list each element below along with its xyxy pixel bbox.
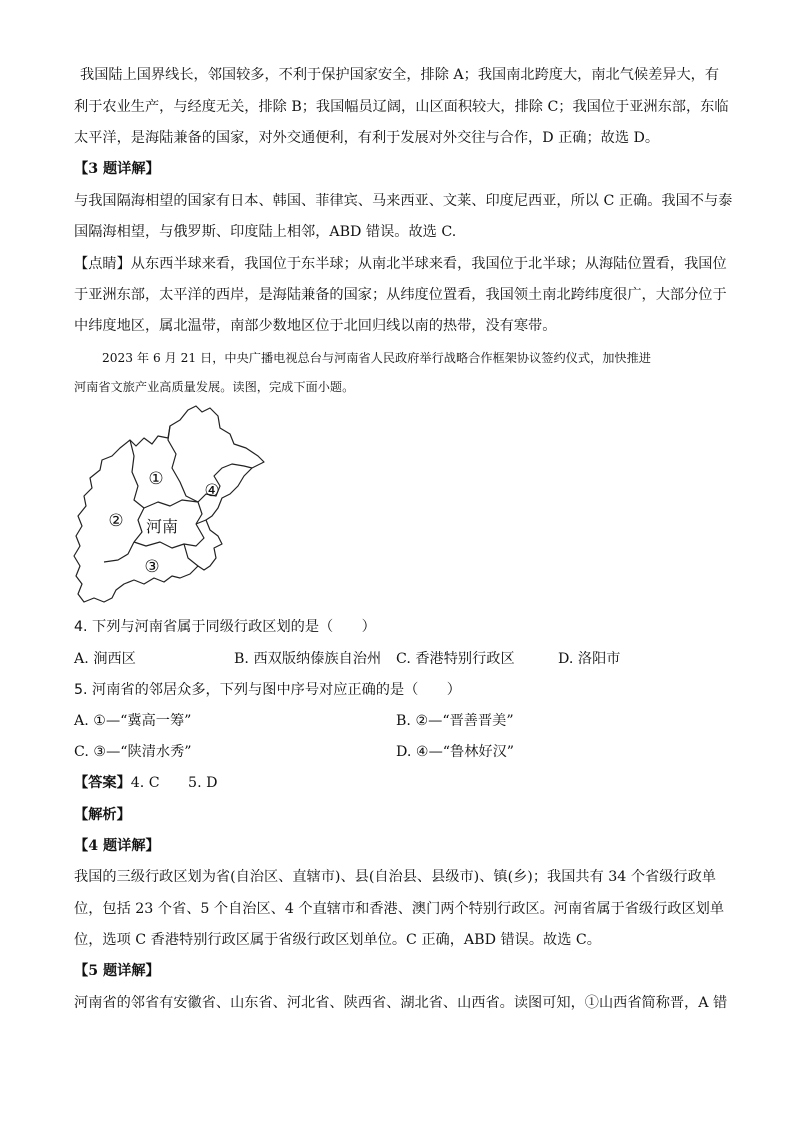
paragraph-line: 国隔海相望，与俄罗斯、印度陆上相邻，ABD 错误。故选 C. — [74, 224, 457, 240]
section-heading-q3: 【3 题详解】 — [74, 161, 160, 177]
section-heading-q4: 【4 题详解】 — [74, 838, 160, 854]
paragraph-line: 我国陆上国界线长，邻国较多，不利于保护国家安全，排除 A；我国南北跨度大，南北气候差异大，有 — [80, 67, 720, 83]
q5-option-d: D. ④—“鲁林好汉” — [396, 744, 515, 760]
detail-4-line: 位，选项 C 香港特别行政区属于省级行政区划单位。C 正确，ABD 错误。故选 C。 — [74, 932, 601, 948]
q4-option-d: D. 洛阳市 — [558, 651, 621, 667]
region-label-4: ④ — [204, 481, 220, 501]
q4-option-c: C. 香港特别行政区 — [396, 651, 515, 667]
boundary-south — [184, 544, 198, 566]
q5-option-a: A. ①—“冀高一筹” — [74, 713, 192, 729]
question-4-stem: 4. 下列与河南省属于同级行政区划的是（ ） — [74, 619, 376, 635]
region-label-2: ② — [108, 511, 124, 531]
answer-line — [74, 768, 724, 799]
tip-line: 于亚洲东部，太平洋的西岸，是海陆兼备的国家；从纬度位置看，我国领土南北跨纬度很广，大部分位于 — [74, 287, 727, 303]
detail-4-line: 我国的三级行政区划为省(自治区、直辖市)、县(自治县、县级市)、镇(乡)；我国共有 34 个省级行政单 — [74, 869, 716, 885]
intro-line: 2023 年 6 月 21 日，中央广播电视总台与河南省人民政府举行战略合作框架协议签约仪式，加快推进 — [102, 351, 651, 365]
q4-option-b: B. 西双版纳傣族自治州 — [234, 651, 382, 667]
question-5-stem: 5. 河南省的邻居众多，下列与图中序号对应正确的是（ ） — [74, 682, 461, 698]
q4-option-a: A. 涧西区 — [74, 651, 136, 667]
answer-label: 【答案】 — [74, 775, 131, 791]
tip-line: 中纬度地区，属北温带，南部少数地区位于北回归线以南的热带，没有寒带。 — [74, 318, 557, 334]
detail-5-line: 河南省的邻省有安徽省、山东省、河北省、陕西省、湖北省、山西省。读图可知，①山西省简称晋，A 错 — [74, 995, 728, 1011]
paragraph-line: 太平洋，是海陆兼备的国家，对外交通便利，有利于发展对外交往与合作，D 正确；故选 D。 — [74, 130, 660, 146]
paragraph-line: 与我国隔海相望的国家有日本、韩国、菲律宾、马来西亚、文莱、印度尼西亚，所以 C 正确。我国不与泰 — [74, 193, 733, 209]
henan-neighbors-map — [72, 398, 272, 606]
q5-option-b: B. ②—“晋善晋美” — [396, 713, 514, 729]
paragraph-line: 利于农业生产，与经度无关，排除 B；我国幅员辽阔，山区面积较大，排除 C；我国位于亚洲东部，东临 — [74, 99, 729, 115]
region-label-3: ③ — [144, 557, 160, 577]
boundary-henan-west — [134, 508, 144, 542]
analysis-heading: 【解析】 — [74, 807, 131, 823]
boundary-hebei — [168, 426, 198, 502]
map-center-label: 河南 — [145, 517, 179, 536]
boundary-shanxi — [130, 440, 144, 508]
q5-option-c: C. ③—“陕清水秀” — [74, 744, 192, 760]
boundary-hubei — [104, 542, 134, 562]
detail-4-line: 位，包括 23 个省、5 个自治区、4 个直辖市和香港、澳门两个特别行政区。河南省属于省级行政区划单 — [74, 901, 725, 917]
intro-line: 河南省文旅产业高质量发展。读图，完成下面小题。 — [74, 380, 355, 394]
region-label-1: ① — [148, 469, 164, 489]
answer-value: 4. C 5. D — [130, 775, 218, 791]
tip-line: 【点睛】从东西半球来看，我国位于东半球；从南北半球来看，我国位于北半球；从海陆位置看，我国位 — [74, 256, 727, 272]
section-heading-q5: 【5 题详解】 — [74, 963, 160, 979]
